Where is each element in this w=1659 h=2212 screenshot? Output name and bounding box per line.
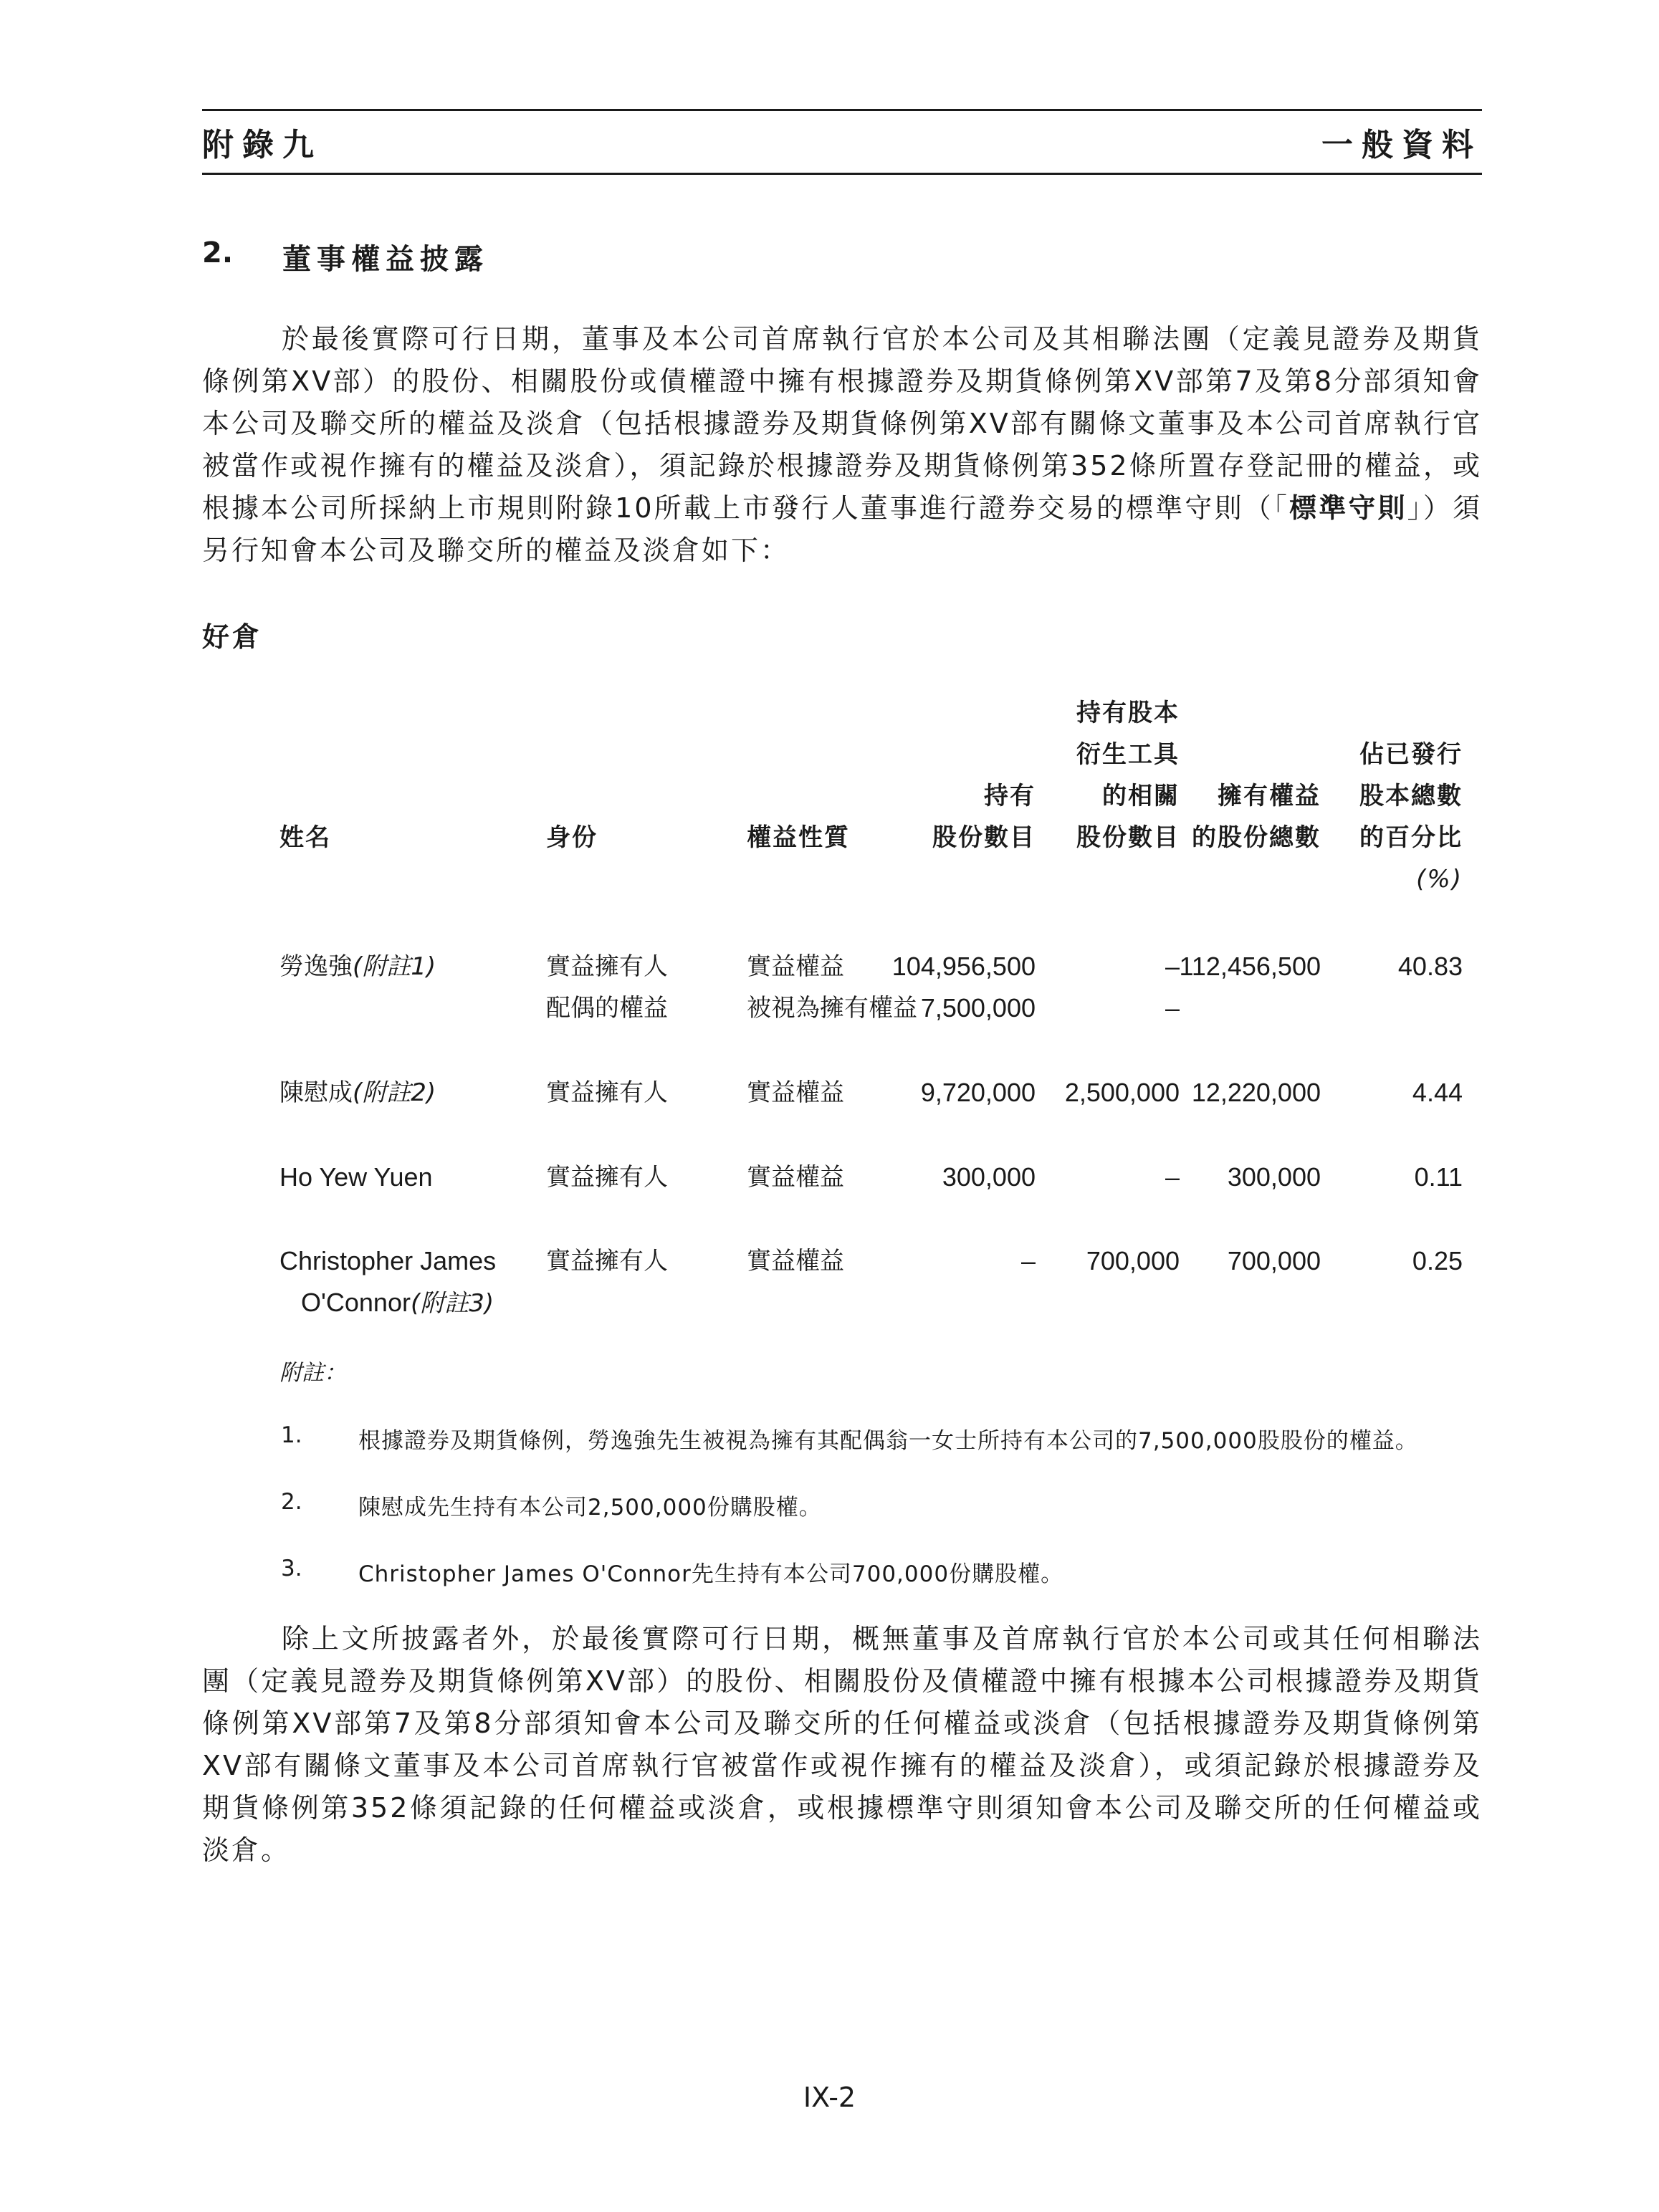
note-text: 根據證券及期貨條例，勞逸強先生被視為擁有其配偶翁一女士所持有本公司的7,500,000股股份的權益。 — [358, 1428, 1418, 1454]
table-cell: 實益擁有人 — [546, 952, 668, 981]
table-cell: 4.44 — [1412, 1078, 1463, 1107]
notes-label: 附註： — [279, 1360, 346, 1386]
section-heading — [202, 236, 489, 277]
table-cell: 0.25 — [1412, 1246, 1463, 1275]
note-text: Christopher James O'Connor先生持有本公司700,000份購股權。 — [358, 1561, 1064, 1587]
note-number: 1. — [281, 1422, 302, 1448]
section-category: 一般資料 — [1321, 127, 1482, 163]
note-number: 3. — [281, 1556, 302, 1581]
table-cell: 112,456,500 — [1179, 952, 1321, 981]
defined-term: 標準守則 — [1289, 492, 1407, 524]
header-shares-held: 持有 股份數目 — [932, 782, 1036, 852]
table-cell: 7,500,000 — [920, 993, 1036, 1023]
table-cell: 實益權益 — [747, 952, 844, 981]
header-derivative: 持有股本 衍生工具 的相關 股份數目 — [1076, 699, 1180, 852]
table-cell: – — [1165, 1162, 1180, 1192]
table-cell: 實益擁有人 — [546, 1247, 668, 1275]
intro-paragraph: 於最後實際可行日期，董事及本公司首席執行官於本公司及其相聯法團（定義見證券及期貨條例第XV部）的股份、相關股份或債權證中擁有根據證券及期貨條例第XV部第7及第8分部須知會本公司及聯交所的權益及淡倉（包括根據證券及期貨條例第XV部有關條文董事及本公司首席執行官被當作或視作擁有的權益及淡倉），須記錄於根據證券及期貨條例第352條所置存登記冊的權益，或根據本公司所採納上市規則附錄10所載上市發行人董事進行證券交易的標準守則（「標準守則」）須另行知會本公司及聯交所的權益及淡倉如下： — [202, 323, 1482, 566]
header-percent: 佔已發行 股本總數 的百分比 (%) — [1359, 740, 1463, 894]
table-cell: 300,000 — [942, 1162, 1036, 1192]
header-name: 姓名 — [279, 823, 331, 852]
table-cell: 40.83 — [1397, 952, 1463, 981]
header-total: 擁有權益 的股份總數 — [1192, 782, 1321, 852]
appendix-title: 附錄九 — [202, 127, 322, 163]
header-nature: 權益性質 — [747, 823, 850, 852]
table-cell: 實益權益 — [747, 1163, 844, 1192]
table-cell: 104,956,500 — [891, 952, 1036, 981]
table-cell: 實益權益 — [747, 1078, 844, 1107]
table-row-name: 陳慰成(附註2) — [279, 1078, 436, 1107]
table-row-name-cont: O'Connor(附註3) — [301, 1288, 494, 1318]
table-cell: – — [1020, 1246, 1036, 1275]
table-cell: – — [1165, 952, 1180, 981]
table-cell: 被視為擁有權益 — [747, 994, 917, 1023]
table-cell: 實益權益 — [747, 1247, 844, 1275]
note-text: 陳慰成先生持有本公司2,500,000份購股權。 — [358, 1495, 822, 1521]
table-cell: 0.11 — [1414, 1162, 1463, 1192]
table-row-name: Ho Yew Yuen — [279, 1162, 433, 1192]
section-title: 董事權益披露 — [282, 243, 489, 276]
table-cell: 配偶的權益 — [546, 994, 668, 1023]
section-number: 2. — [202, 236, 234, 269]
table-cell: – — [1165, 993, 1180, 1023]
table-cell: 700,000 — [1227, 1246, 1321, 1275]
table-cell: 實益擁有人 — [546, 1078, 668, 1107]
closing-paragraph: 除上文所披露者外，於最後實際可行日期，概無董事及首席執行官於本公司或其任何相聯法團（定義見證券及期貨條例第XV部）的股份、相關股份及債權證中擁有根據本公司根據證券及期貨條例第XV部第7及第8分部須知會本公司及聯交所的任何權益或淡倉（包括根據證券及期貨條例第XV部有關條文董事及本公司首席執行官被當作或視作擁有的權益及淡倉），或須記錄於根據證券及期貨條例第352條須記錄的任何權益或淡倉，或根據標準守則須知會本公司及聯交所的任何權益或淡倉。 — [202, 1623, 1482, 1866]
table-row-name: 勞逸強(附註1) — [279, 952, 436, 981]
table-cell: 2,500,000 — [1064, 1078, 1180, 1107]
page-number: IX-2 — [803, 2082, 856, 2113]
table-cell: 9,720,000 — [920, 1078, 1036, 1107]
page-header — [202, 109, 1482, 175]
table-cell: 實益擁有人 — [546, 1163, 668, 1192]
table-cell: 300,000 — [1227, 1162, 1321, 1192]
table-row-name: Christopher James — [279, 1246, 497, 1275]
header-capacity: 身份 — [546, 823, 598, 852]
long-position-heading: 好倉 — [202, 621, 263, 653]
note-number: 2. — [281, 1489, 302, 1515]
table-cell: 700,000 — [1086, 1246, 1180, 1275]
table-cell: 12,220,000 — [1191, 1078, 1321, 1107]
